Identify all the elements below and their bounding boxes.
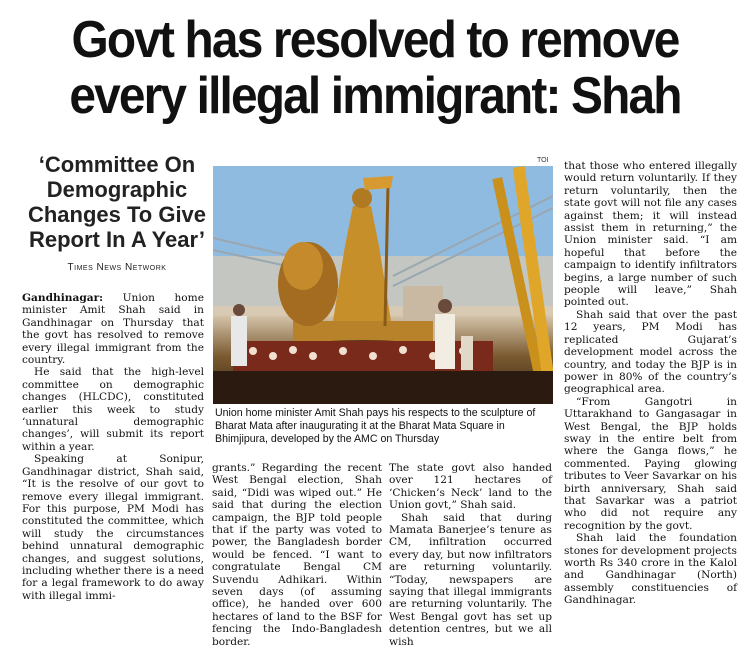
paragraph: Shah said that during Mamata Banerjee’s tenure as CM, infiltration occurred every day, but now infiltrators are returning voluntarily. “Today, newspapers are saying that illegal immigrants are returning voluntarily. The West Bengal govt has set up detention centres, but we all wish (389, 511, 552, 648)
byline: Times News Network (67, 262, 167, 273)
paragraph: Speaking at Sonipur, Gandhinagar district, Shah said, “It is the resolve of our govt to remove every illegal immigrant. For this purpose, PM Modi has constituted the committee, which will study the circumstances behind unnatural demographic changes, and suggest solutions, including whether there is a need for a legal framework to do away with illegal immi- (22, 453, 204, 602)
paragraph: He said that the high-level committee on demographic changes (HLCDC), constituted earlier this week to study ‘unnatural demographic changes’, will submit its report within a year. (22, 366, 204, 453)
subheadline (22, 152, 212, 252)
article-column-3 (389, 462, 552, 648)
headline (30, 12, 720, 124)
article-column-2 (212, 462, 382, 648)
article-column-4 (564, 160, 737, 607)
headline-line2: every illegal immigrant: Shah (69, 67, 681, 125)
subhead-line2: Demographic (46, 177, 188, 202)
headline-line1: Govt has resolved to remove (71, 11, 679, 69)
subhead-line3: Changes To Give (27, 202, 207, 227)
photo-credit: TOI (537, 157, 549, 164)
paragraph: The state govt also handed over 121 hectares of ‘Chicken’s Neck’ land to the Union govt,” Shah said. (389, 462, 552, 512)
subhead-line4: Report In A Year’ (28, 227, 206, 252)
paragraph: “From Gangotri in Uttarakhand to Gangasagar in West Bengal, the BJP holds sway in the entire belt from where the Ganga flows,” he commented. Paying glowing tributes to Veer Savarkar on his birth anniversary, Shah said that Savarkar was a patriot who did not require any recognition by the govt. (564, 395, 737, 532)
paragraph: Shah laid the foundation stones for development projects worth Rs 340 crore in the Kalol and Gandhinagar (North) assembly constituencies of Gandhinagar. (564, 532, 737, 607)
photo-bharat-mata-statue (213, 166, 553, 404)
paragraph: Shah said that over the past 12 years, PM Modi has replicated Gujarat’s development model across the country, and today the BJP is in power in 80% of the country’s geographical area. (564, 308, 737, 396)
article-column-1 (22, 292, 204, 602)
dateline: Gandhinagar: (22, 292, 104, 304)
paragraph: that those who entered illegally would return voluntarily. If they return voluntarily, then the state govt will not file any cases against them; it will instead assist them in returning,” the Union minister said. “I am hopeful that before the campaign to identify infiltrators begins, a large number of such people will leave,” Shah pointed out. (564, 160, 737, 309)
paragraph (22, 292, 204, 366)
paragraph: grants.” Regarding the recent West Bengal election, Shah said, “Didi was wiped out.” He said that during the election campaign, the BJP told people that if the party was voted to power, the Bangladesh border would be fenced. “I want to congratulate Bengal CM Suvendu Adhikari. Within seven days (of assuming office), he handed over 600 hectares of land to the BSF for fencing the Indo-Bangladesh border. (212, 462, 382, 648)
statue-illustration (213, 166, 553, 404)
paragraph-text: Union home minister Amit Shah said in Gandhinagar on Thursday that the govt has resolved to remove every illegal immigrant from the country. (22, 292, 204, 367)
photo-caption: Union home minister Amit Shah pays his respects to the sculpture of Bharat Mata after inaugurating it at the Bharat Mata Square in Bhimjipura, developed by the AMC on Thursday (213, 404, 553, 446)
subhead-line1: ‘Committee On (38, 152, 196, 177)
